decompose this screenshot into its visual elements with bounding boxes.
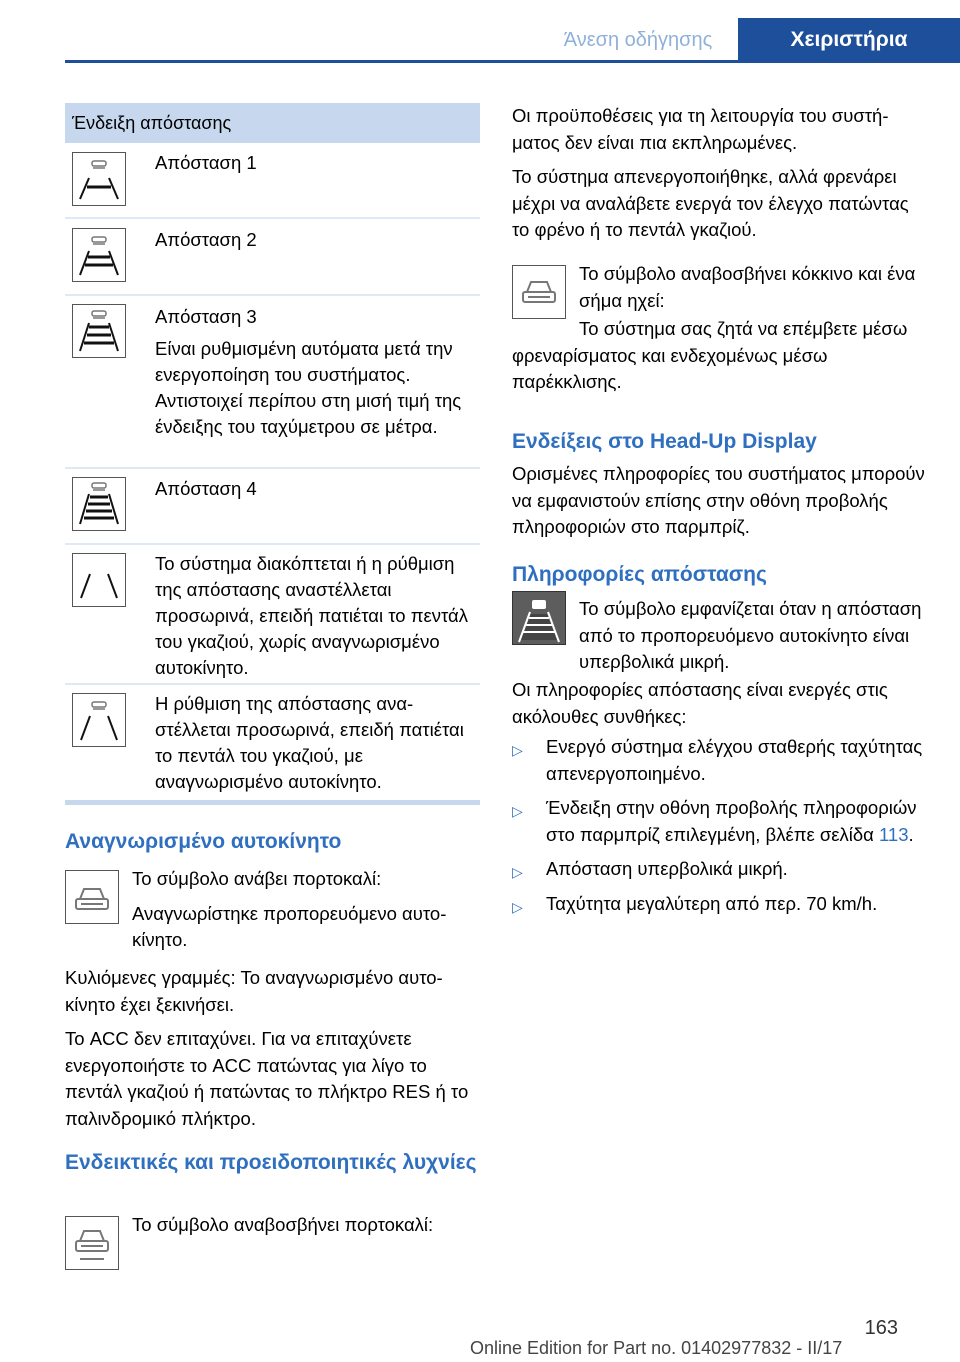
car-lanes-icon: [72, 693, 126, 747]
warning-car-icon: [65, 1216, 119, 1270]
distance-3-icon: [72, 304, 126, 358]
list-item: [512, 891, 926, 918]
hud-para: Ορισμένες πληροφορίες του συστήματος μπορούν να εμφανιστούν επίσης στην οθόνη προβολής πληροφοριών στο παρμπρίζ.: [512, 463, 925, 537]
distance-2-icon: [72, 228, 126, 282]
header-rule: [65, 60, 960, 63]
row-separator: [65, 543, 480, 545]
row-desc-6: Η ρύθμιση της απόστασης αναστέλλεται προσωρινά, επειδή πατιέται το πεντάλ του γκαζιού, με αναγνωρισμένο αυτοκίνητο.: [155, 693, 464, 792]
warning-icon-text: Το σύμβολο αναβοσβήνει πορτοκαλί:: [132, 1214, 434, 1235]
recognized-icon-text-2: Αναγνωρίστηκε προπορευόμενο αυτοκίνητο.: [132, 902, 447, 950]
footer-edition: Online Edition for Part no. 01402977832 - II/17: [470, 1338, 843, 1358]
warning-heading: Ενδεικτικές και προειδοποιητικές λυχνίες: [65, 1151, 477, 1174]
row-desc-5: Το σύστημα διακόπτεται ή η ρύθμιση της απόστασης αναστέλλεται προσωρινά, επειδή πατιέται το πεντάλ του γκαζιού, χωρίς αναγνωρισμένο αυτοκίνητο.: [155, 553, 468, 678]
triangle-bullet-icon: ▷: [512, 803, 523, 819]
row-desc-3: Είναι ρυθμισμένη αυτόματα μετά την ενεργοποίηση του συστήματος. Αντιστοιχεί περίπου στη μισή τιμή της ένδειξης του ταχύμετρου σε μέτρα.: [155, 338, 462, 437]
page-link[interactable]: 113: [879, 823, 909, 845]
right-paras: [512, 103, 926, 252]
bullet-end: .: [908, 823, 914, 845]
recognized-icon-text-1: Το σύμβολο ανάβει πορτοκαλί:: [132, 868, 382, 889]
recognized-paras: [65, 965, 483, 1140]
distance-4-icon: [72, 477, 126, 531]
row-label-1: Απόσταση 1: [155, 152, 257, 173]
row-label-3: Απόσταση 3: [155, 306, 257, 327]
bullet-text: Απόσταση υπερβολικά μικρή.: [546, 858, 788, 879]
right-para-1: Οι προϋποθέσεις για τη λειτουργία του συστήματος δεν είναι πια εκπληρωμένες.: [512, 105, 889, 153]
row-cell-3: [155, 304, 477, 446]
row-label-2: Απόσταση 2: [155, 229, 257, 250]
tab-chapter[interactable]: Χειριστήρια: [738, 18, 960, 62]
bullet-text: Ενεργό σύστημα ελέγχου σταθερής ταχύτητας απενεργοποιημένο.: [546, 736, 923, 784]
triangle-bullet-icon: ▷: [512, 864, 523, 880]
collision-icon-text-2: Το σύστημα σας ζητά να επέμβετε μέσω φρεναρίσματος και ενδεχομένως μέσω παρέκκλισης.: [512, 318, 908, 392]
recognized-para-2: Το ACC δεν επιταχύνει. Για να επιταχύνετε ενεργοποιήστε το ACC πατώντας για λίγο το πεντάλ γκαζιού ή πατώντας το πλήκτρο RES ή το παλινδρομικό πλήκτρο.: [65, 1028, 469, 1129]
hud-distance-icon: [512, 591, 566, 645]
recognized-para-1: Κυλιόμενες γραμμές: Το αναγνωρισμένο αυτοκίνητο έχει ξεκινήσει.: [65, 967, 443, 1015]
bullet-text: Ταχύτητα μεγαλύτερη από περ. 70 km/h.: [546, 892, 878, 914]
recognized-icon-text: [132, 866, 480, 962]
collision-warning-icon: [512, 265, 566, 319]
table-end-rule: [65, 800, 480, 805]
distance-1-icon: [72, 152, 126, 206]
row-separator: [65, 217, 480, 219]
info-heading: Πληροφορίες απόστασης: [512, 563, 767, 586]
list-item: [512, 795, 926, 848]
hud-heading: Ενδείξεις στο Head-Up Display: [512, 430, 817, 453]
info-icon-text: Το σύμβολο εμφανίζεται όταν η απόσταση από το προπορευόμενο αυτοκίνητο είναι υπερβολικά μικρή.: [579, 598, 922, 672]
recognized-car-icon: [65, 870, 119, 924]
row-separator: [65, 294, 480, 296]
info-para: Οι πληροφορίες απόστασης είναι ενεργές στις ακόλουθες συνθήκες:: [512, 679, 888, 727]
recognized-heading: Αναγνωρισμένο αυτοκίνητο: [65, 830, 342, 853]
right-para-2: Το σύστημα απενεργοποιήθηκε, αλλά φρενάρει μέχρι να αναλάβετε ενεργά τον έλεγχο πατώντας το φρένο ή το πεντάλ γκαζιού.: [512, 166, 909, 240]
triangle-bullet-icon: ▷: [512, 742, 523, 758]
list-item: [512, 856, 926, 883]
triangle-bullet-icon: ▷: [512, 898, 523, 915]
tab-section[interactable]: Άνεση οδήγησης: [538, 18, 738, 62]
row-separator: [65, 467, 480, 469]
bullet-text: Ένδειξη στην οθόνη προβολής πληροφοριών στο παρμπρίζ επιλεγμένη, βλέπε σελίδα: [546, 797, 917, 845]
page-number: 163: [864, 1317, 898, 1339]
collision-icon-text-1: Το σύμβολο αναβοσβήνει κόκκινο και ένα σήμα ηχεί:: [579, 263, 916, 311]
lanes-only-icon: [72, 553, 126, 607]
conditions-list: [512, 734, 926, 925]
row-label-4: Απόσταση 4: [155, 478, 257, 499]
table-title: Ένδειξη απόστασης: [65, 103, 480, 143]
row-separator: [65, 683, 480, 685]
list-item: [512, 734, 926, 787]
